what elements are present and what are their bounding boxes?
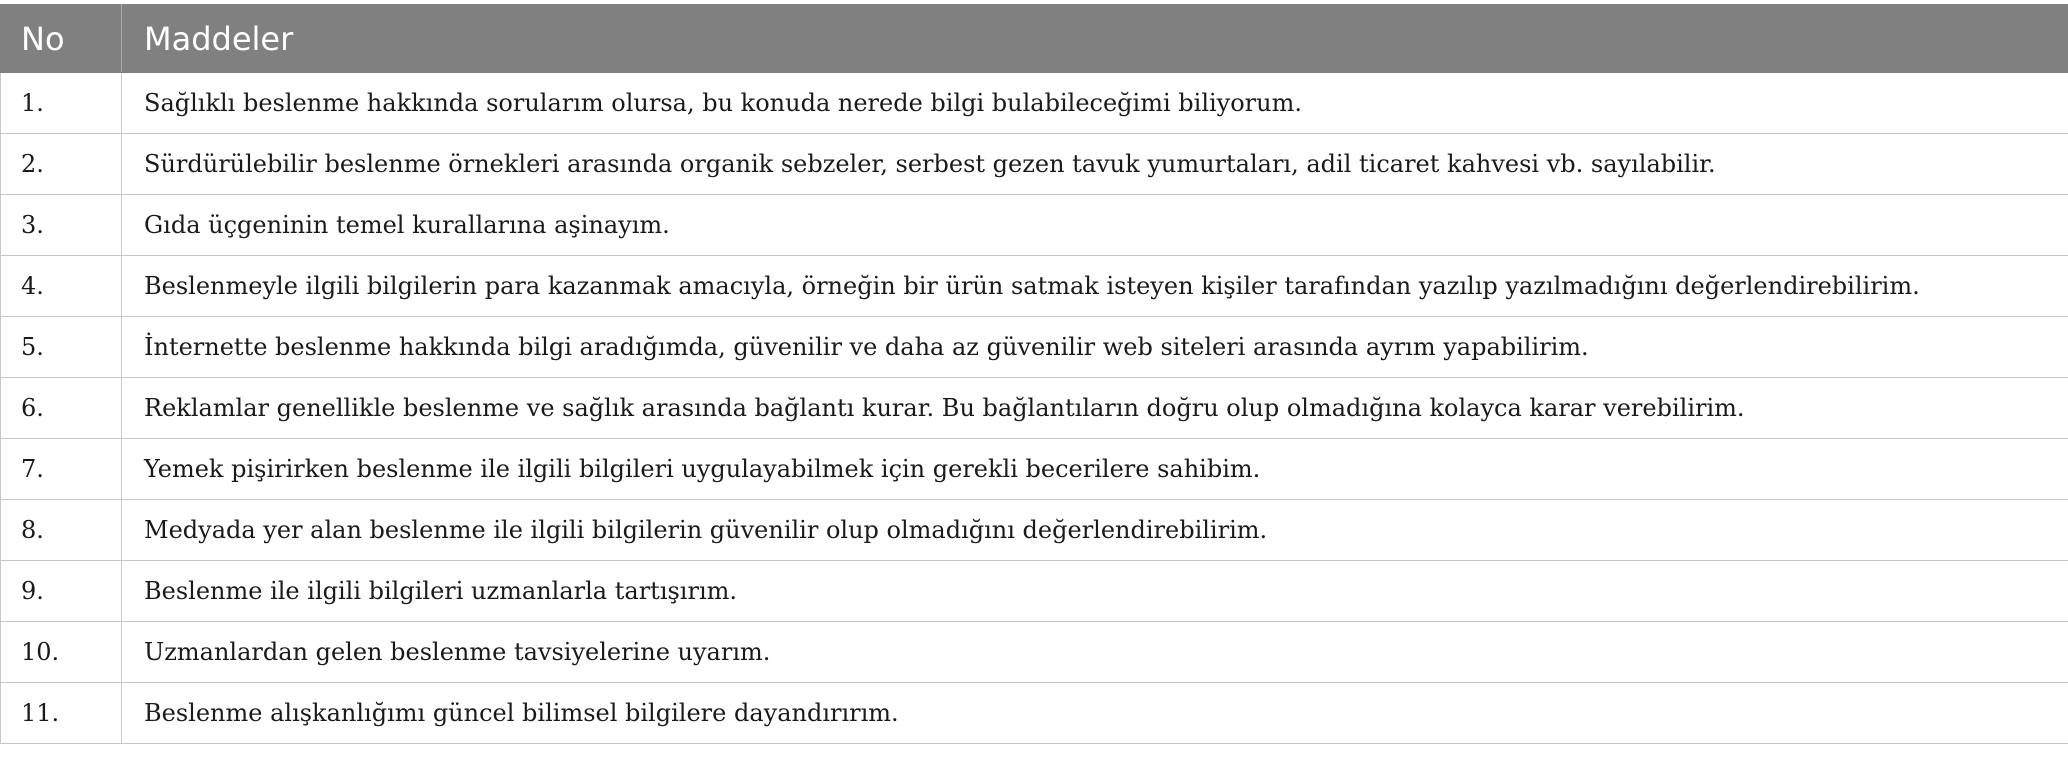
items-table-container [0,4,2068,744]
table-header [1,5,2068,73]
row-text: Gıda üçgeninin temel kurallarına aşinayım. [122,195,2068,256]
header-items: Maddeler [122,5,2068,73]
table-row [1,73,2068,134]
items-table [0,4,2068,744]
header-no: No [1,5,122,73]
row-text: Beslenme alışkanlığımı güncel bilimsel bilgilere dayandırırım. [122,683,2068,744]
row-number: 10. [1,622,122,683]
row-text: İnternette beslenme hakkında bilgi aradığımda, güvenilir ve daha az güvenilir web siteleri arasında ayrım yapabilirim. [122,317,2068,378]
row-number: 4. [1,256,122,317]
row-text: Sağlıklı beslenme hakkında sorularım olursa, bu konuda nerede bilgi bulabileceğimi biliyorum. [122,73,2068,134]
row-text: Reklamlar genellikle beslenme ve sağlık arasında bağlantı kurar. Bu bağlantıların doğru olup olmadığına kolayca karar verebilirim. [122,378,2068,439]
row-text: Beslenmeyle ilgili bilgilerin para kazanmak amacıyla, örneğin bir ürün satmak isteyen kişiler tarafından yazılıp yazılmadığını değerlendirebilirim. [122,256,2068,317]
table-row [1,134,2068,195]
row-number: 3. [1,195,122,256]
row-number: 5. [1,317,122,378]
table-row [1,683,2068,744]
row-number: 7. [1,439,122,500]
table-row [1,378,2068,439]
row-text: Beslenme ile ilgili bilgileri uzmanlarla tartışırım. [122,561,2068,622]
row-number: 8. [1,500,122,561]
row-text: Sürdürülebilir beslenme örnekleri arasında organik sebzeler, serbest gezen tavuk yumurtaları, adil ticaret kahvesi vb. sayılabilir. [122,134,2068,195]
table-row [1,256,2068,317]
row-number: 11. [1,683,122,744]
row-number: 2. [1,134,122,195]
row-number: 9. [1,561,122,622]
table-row [1,561,2068,622]
table-row [1,317,2068,378]
table-row [1,439,2068,500]
header-row [1,5,2068,73]
table-row [1,195,2068,256]
table-body [1,73,2068,744]
row-text: Yemek pişirirken beslenme ile ilgili bilgileri uygulayabilmek için gerekli becerilere sahibim. [122,439,2068,500]
row-number: 1. [1,73,122,134]
row-number: 6. [1,378,122,439]
table-row [1,622,2068,683]
row-text: Medyada yer alan beslenme ile ilgili bilgilerin güvenilir olup olmadığını değerlendirebilirim. [122,500,2068,561]
table-row [1,500,2068,561]
row-text: Uzmanlardan gelen beslenme tavsiyelerine uyarım. [122,622,2068,683]
